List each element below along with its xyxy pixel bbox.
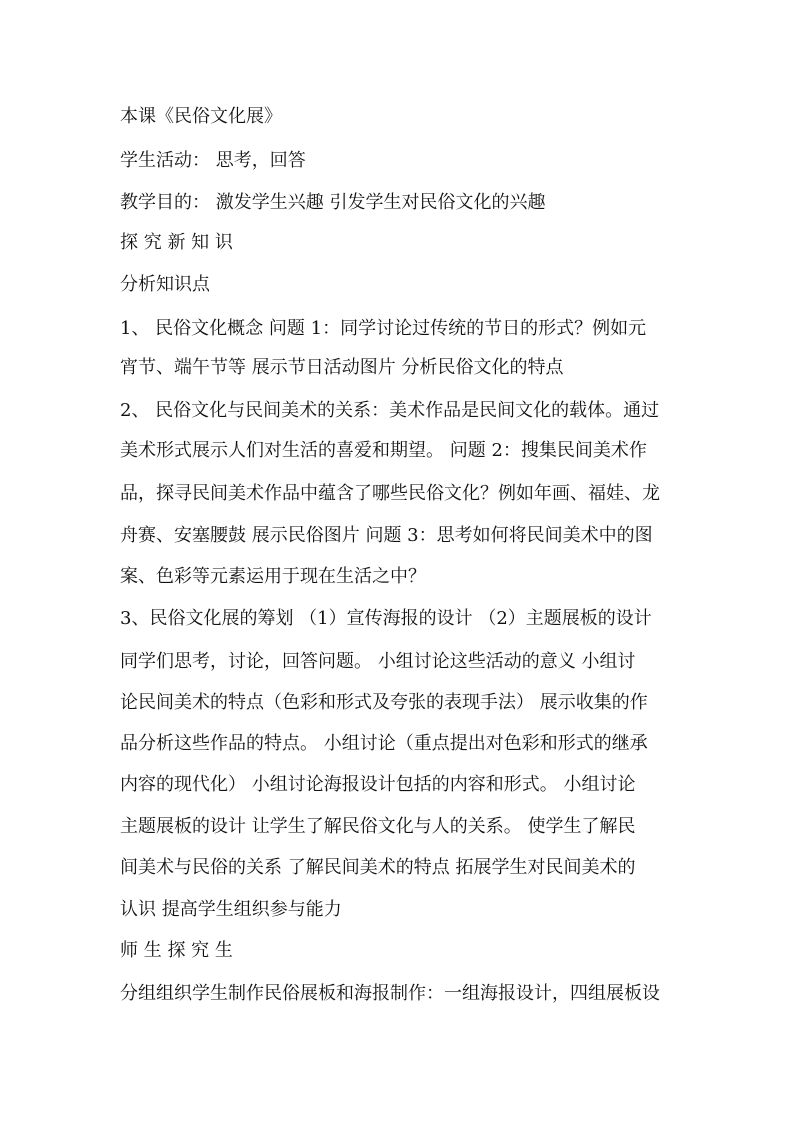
text-line: 舟赛、安塞腰鼓 展示民俗图片 问题 3：思考如何将民间美术中的图 [120,525,653,546]
text-line: 教学目的： 激发学生兴趣 引发学生对民俗文化的兴趣 [120,192,546,213]
text-line: 学生活动： 思考，回答 [120,150,306,171]
text-line: 内容的现代化） 小组讨论海报设计包括的内容和形式。 小组讨论 [120,774,636,795]
text-line: 论民间美术的特点（色彩和形式及夸张的表现手法） 展示收集的作 [120,692,648,713]
text-line: 3、民俗文化展的筹划 （1）宣传海报的设计 （2）主题展板的设计 [120,608,652,629]
text-line: 品分析这些作品的特点。 小组讨论（重点提出对色彩和形式的继承 [120,733,648,754]
text-line: 本课《民俗文化展》 [120,106,282,127]
text-line: 间美术与民俗的关系 了解民间美术的特点 拓展学生对民间美术的 [120,857,636,878]
text-line: 品，探寻民间美术作品中蕴含了哪些民俗文化？例如年画、福娃、龙 [120,483,660,504]
text-line: 分析知识点 [120,274,210,295]
text-line: 美术形式展示人们对生活的喜爱和期望。 问题 2：搜集民间美术作 [120,440,647,461]
text-line: 案、色彩等元素运用于现在生活之中？ [120,566,426,587]
text-line: 同学们思考，讨论，回答问题。 小组讨论这些活动的意义 小组讨 [120,651,636,672]
section-heading: 探 究 新 知 识 [120,232,233,253]
section-heading: 师 生 探 究 生 [120,940,233,961]
text-line: 分组组织学生制作民俗展板和海报制作：一组海报设计，四组展板设 [120,983,660,1004]
text-line: 认识 提高学生组织参与能力 [120,899,342,920]
text-line: 2、 民俗文化与民间美术的关系：美术作品是民间文化的载体。通过 [120,400,660,421]
text-line: 1、 民俗文化概念 问题 1：同学讨论过传统的节日的形式？例如元 [120,318,647,339]
text-line: 宵节、端午节等 展示节日活动图片 分析民俗文化的特点 [120,357,564,378]
text-line: 主题展板的设计 让学生了解民俗文化与人的关系。 使学生了解民 [120,816,636,837]
